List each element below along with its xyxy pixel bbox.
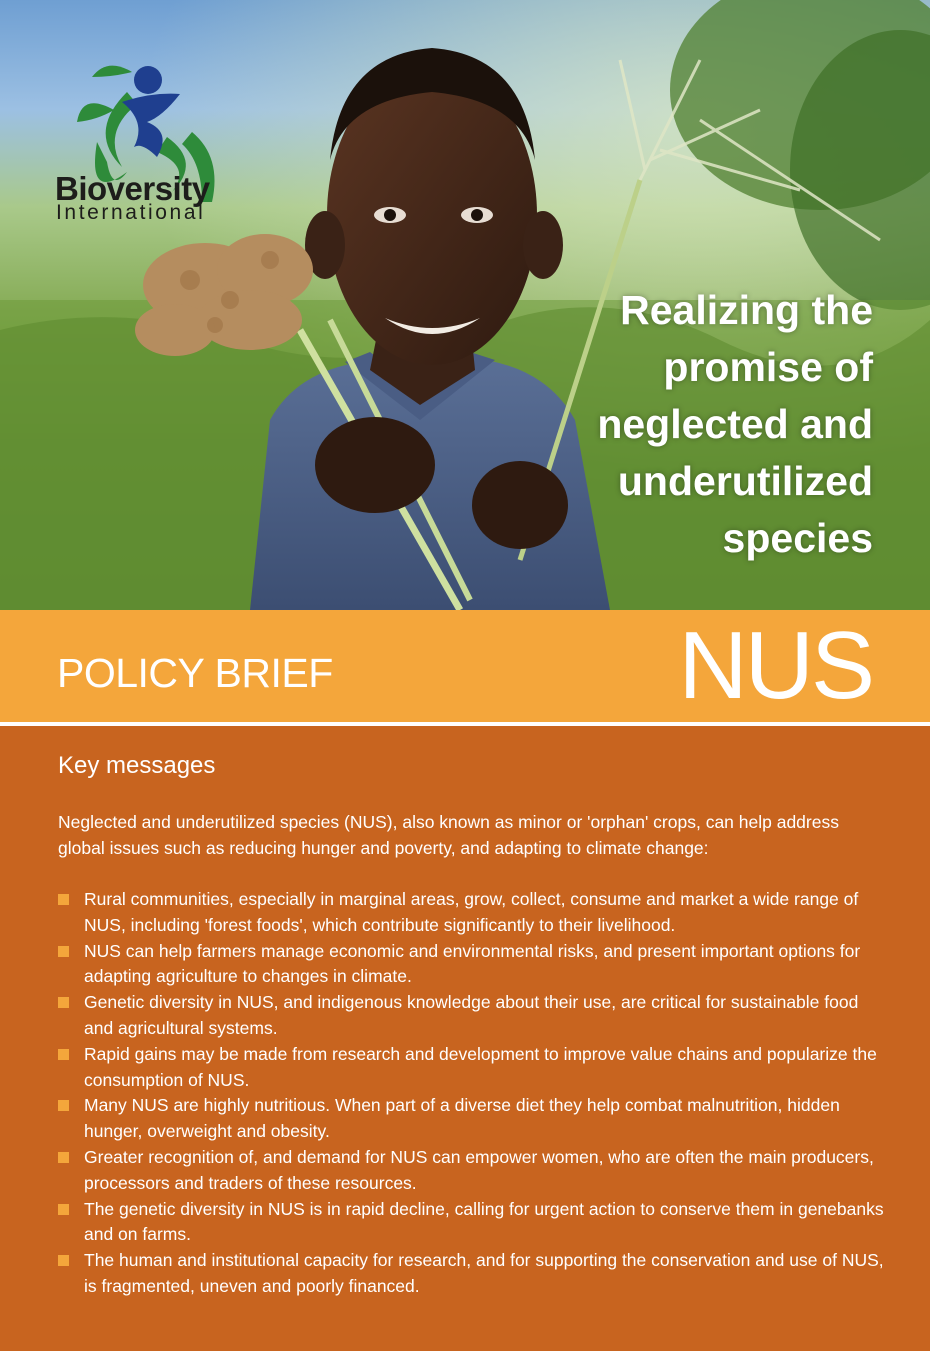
list-item-text: NUS can help farmers manage economic and environmental risks, and present important options for adapting agriculture to changes in climate. — [84, 940, 861, 987]
bullet-square-icon — [58, 1100, 69, 1111]
bullet-square-icon — [58, 894, 69, 905]
section-heading: Key messages — [58, 752, 216, 779]
logo-wordmark: Bioversity — [55, 170, 210, 207]
list-item-text: The human and institutional capacity for research, and for supporting the conservation and use of NUS, is fragmented, uneven and poorly financed. — [84, 1250, 884, 1296]
title-line: underutilized — [617, 458, 873, 504]
banner-label: POLICY BRIEF — [57, 650, 333, 696]
list-item — [58, 1093, 888, 1145]
list-item-text: Rapid gains may be made from research and development to improve value chains and popularize the consumption of NUS. — [84, 1043, 877, 1090]
list-item — [58, 990, 888, 1042]
logo-wordmark-sub: International — [56, 201, 206, 224]
list-item — [58, 1248, 888, 1300]
key-messages-section — [0, 726, 930, 1351]
intro-paragraph: Neglected and underutilized species (NUS), also known as minor or 'orphan' crops, can help address global issues such as reducing hunger and poverty, and adapting to climate change: — [58, 812, 839, 858]
list-item-text: Genetic diversity in NUS, and indigenous knowledge about their use, are critical for sustainable food and agricultural systems. — [84, 992, 859, 1038]
bullet-square-icon — [58, 1204, 69, 1215]
list-item-text: Many NUS are highly nutritious. When part of a diverse diet they help combat malnutrition, hidden hunger, overweight and obesity. — [84, 1095, 840, 1142]
policy-brief-banner — [0, 610, 930, 726]
bullet-square-icon — [58, 997, 69, 1008]
list-item-text: The genetic diversity in NUS is in rapid decline, calling for urgent action to conserve them in genebanks and on farms. — [84, 1198, 884, 1245]
banner-code: NUS — [678, 612, 872, 719]
list-item-text: Greater recognition of, and demand for NUS can empower women, who are often the main producers, processors and traders of these resources. — [84, 1146, 874, 1193]
page-title — [453, 282, 873, 567]
list-item — [58, 939, 888, 991]
bullet-square-icon — [58, 1255, 69, 1266]
list-item — [58, 1145, 888, 1197]
bullet-square-icon — [58, 946, 69, 957]
title-line: neglected and — [597, 401, 873, 447]
bullet-square-icon — [58, 1049, 69, 1060]
key-messages-list — [58, 887, 888, 1300]
title-line: Realizing the — [620, 287, 873, 333]
list-item — [58, 887, 888, 939]
title-line: species — [722, 515, 873, 561]
list-item — [58, 1197, 888, 1249]
list-item — [58, 1042, 888, 1094]
hero-photo — [0, 0, 930, 610]
bullet-square-icon — [58, 1152, 69, 1163]
title-line: promise of — [663, 344, 873, 390]
list-item-text: Rural communities, especially in marginal areas, grow, collect, consume and market a wide range of NUS, including 'forest foods', which contribute significantly to their livelihood. — [84, 889, 859, 935]
